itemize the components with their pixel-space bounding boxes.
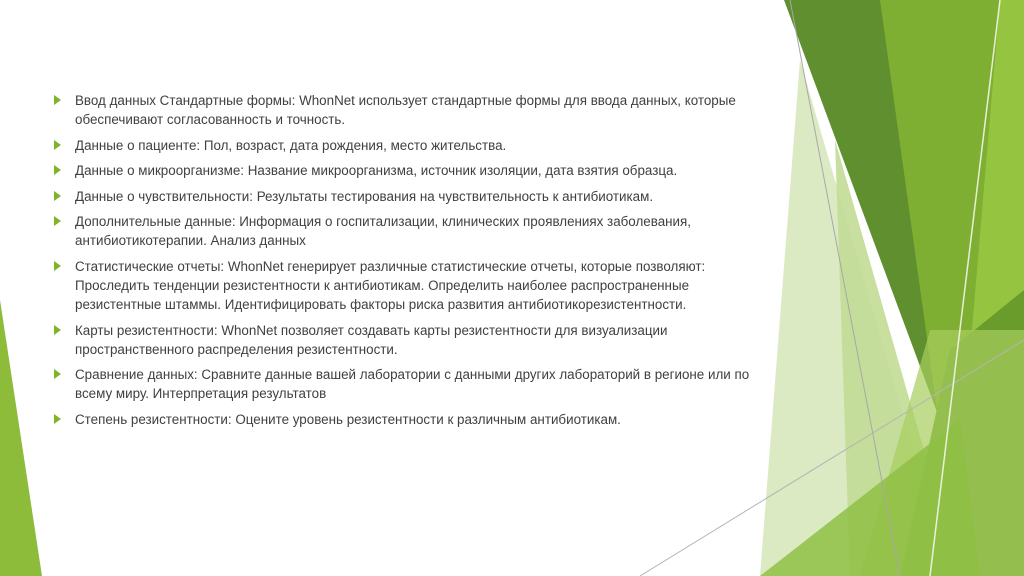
- bullet-item: [54, 136, 774, 155]
- bullet-text: Сравнение данных: Сравните данные вашей лаборатории с данными других лабораторий в регионе или по всему миру. Интерпретация результатов: [75, 367, 750, 402]
- triangle-bullet-icon: [54, 325, 61, 335]
- triangle-bullet-icon: [54, 414, 61, 424]
- triangle-bullet-icon: [54, 95, 61, 105]
- bullet-item: [54, 161, 774, 180]
- bullet-text: Данные о микроорганизме: Название микроорганизма, источник изоляции, дата взятия образца.: [75, 163, 678, 179]
- bullet-item: [54, 257, 774, 314]
- bullet-text: Данные о пациенте: Пол, возраст, дата рождения, место жительства.: [75, 137, 507, 153]
- bullet-item: [54, 212, 774, 250]
- bullet-list: [54, 91, 774, 435]
- bullet-item: [54, 410, 774, 429]
- bullet-item: [54, 321, 774, 359]
- bullet-text: Ввод данных Стандартные формы: WhonNet использует стандартные формы для ввода данных, которые обеспечивают согласованность и точность.: [75, 93, 736, 127]
- bullet-text: Дополнительные данные: Информация о госпитализации, клинических проявлениях заболевания, антибиотикотерапии. Анализ данных: [75, 214, 691, 249]
- bullet-item: [54, 187, 774, 206]
- triangle-bullet-icon: [54, 369, 61, 379]
- triangle-bullet-icon: [54, 216, 61, 226]
- triangle-bullet-icon: [54, 191, 61, 201]
- bullet-text: Статистические отчеты: WhonNet генерирует различные статистические отчеты, которые позволяют: Проследить тенденции резистентности к антибиотикам. Определить наиболее распространенные резистентные штаммы. Идентифицировать факторы риска развития антибиотикорезистентности.: [75, 258, 706, 312]
- bullet-text: Данные о чувствительности: Результаты тестирования на чувствительность к антибиотикам.: [75, 188, 654, 204]
- bullet-text: Степень резистентности: Оцените уровень резистентности к различным антибиотикам.: [75, 411, 621, 427]
- triangle-bullet-icon: [54, 165, 61, 175]
- left-green-sliver: [0, 300, 42, 576]
- triangle-bullet-icon: [54, 140, 61, 150]
- bullet-item: [54, 365, 774, 403]
- bullet-text: Карты резистентности: WhonNet позволяет создавать карты резистентности для визуализации пространственного распределения резистентности.: [75, 322, 668, 357]
- bullet-item: [54, 91, 774, 129]
- triangle-bullet-icon: [54, 261, 61, 271]
